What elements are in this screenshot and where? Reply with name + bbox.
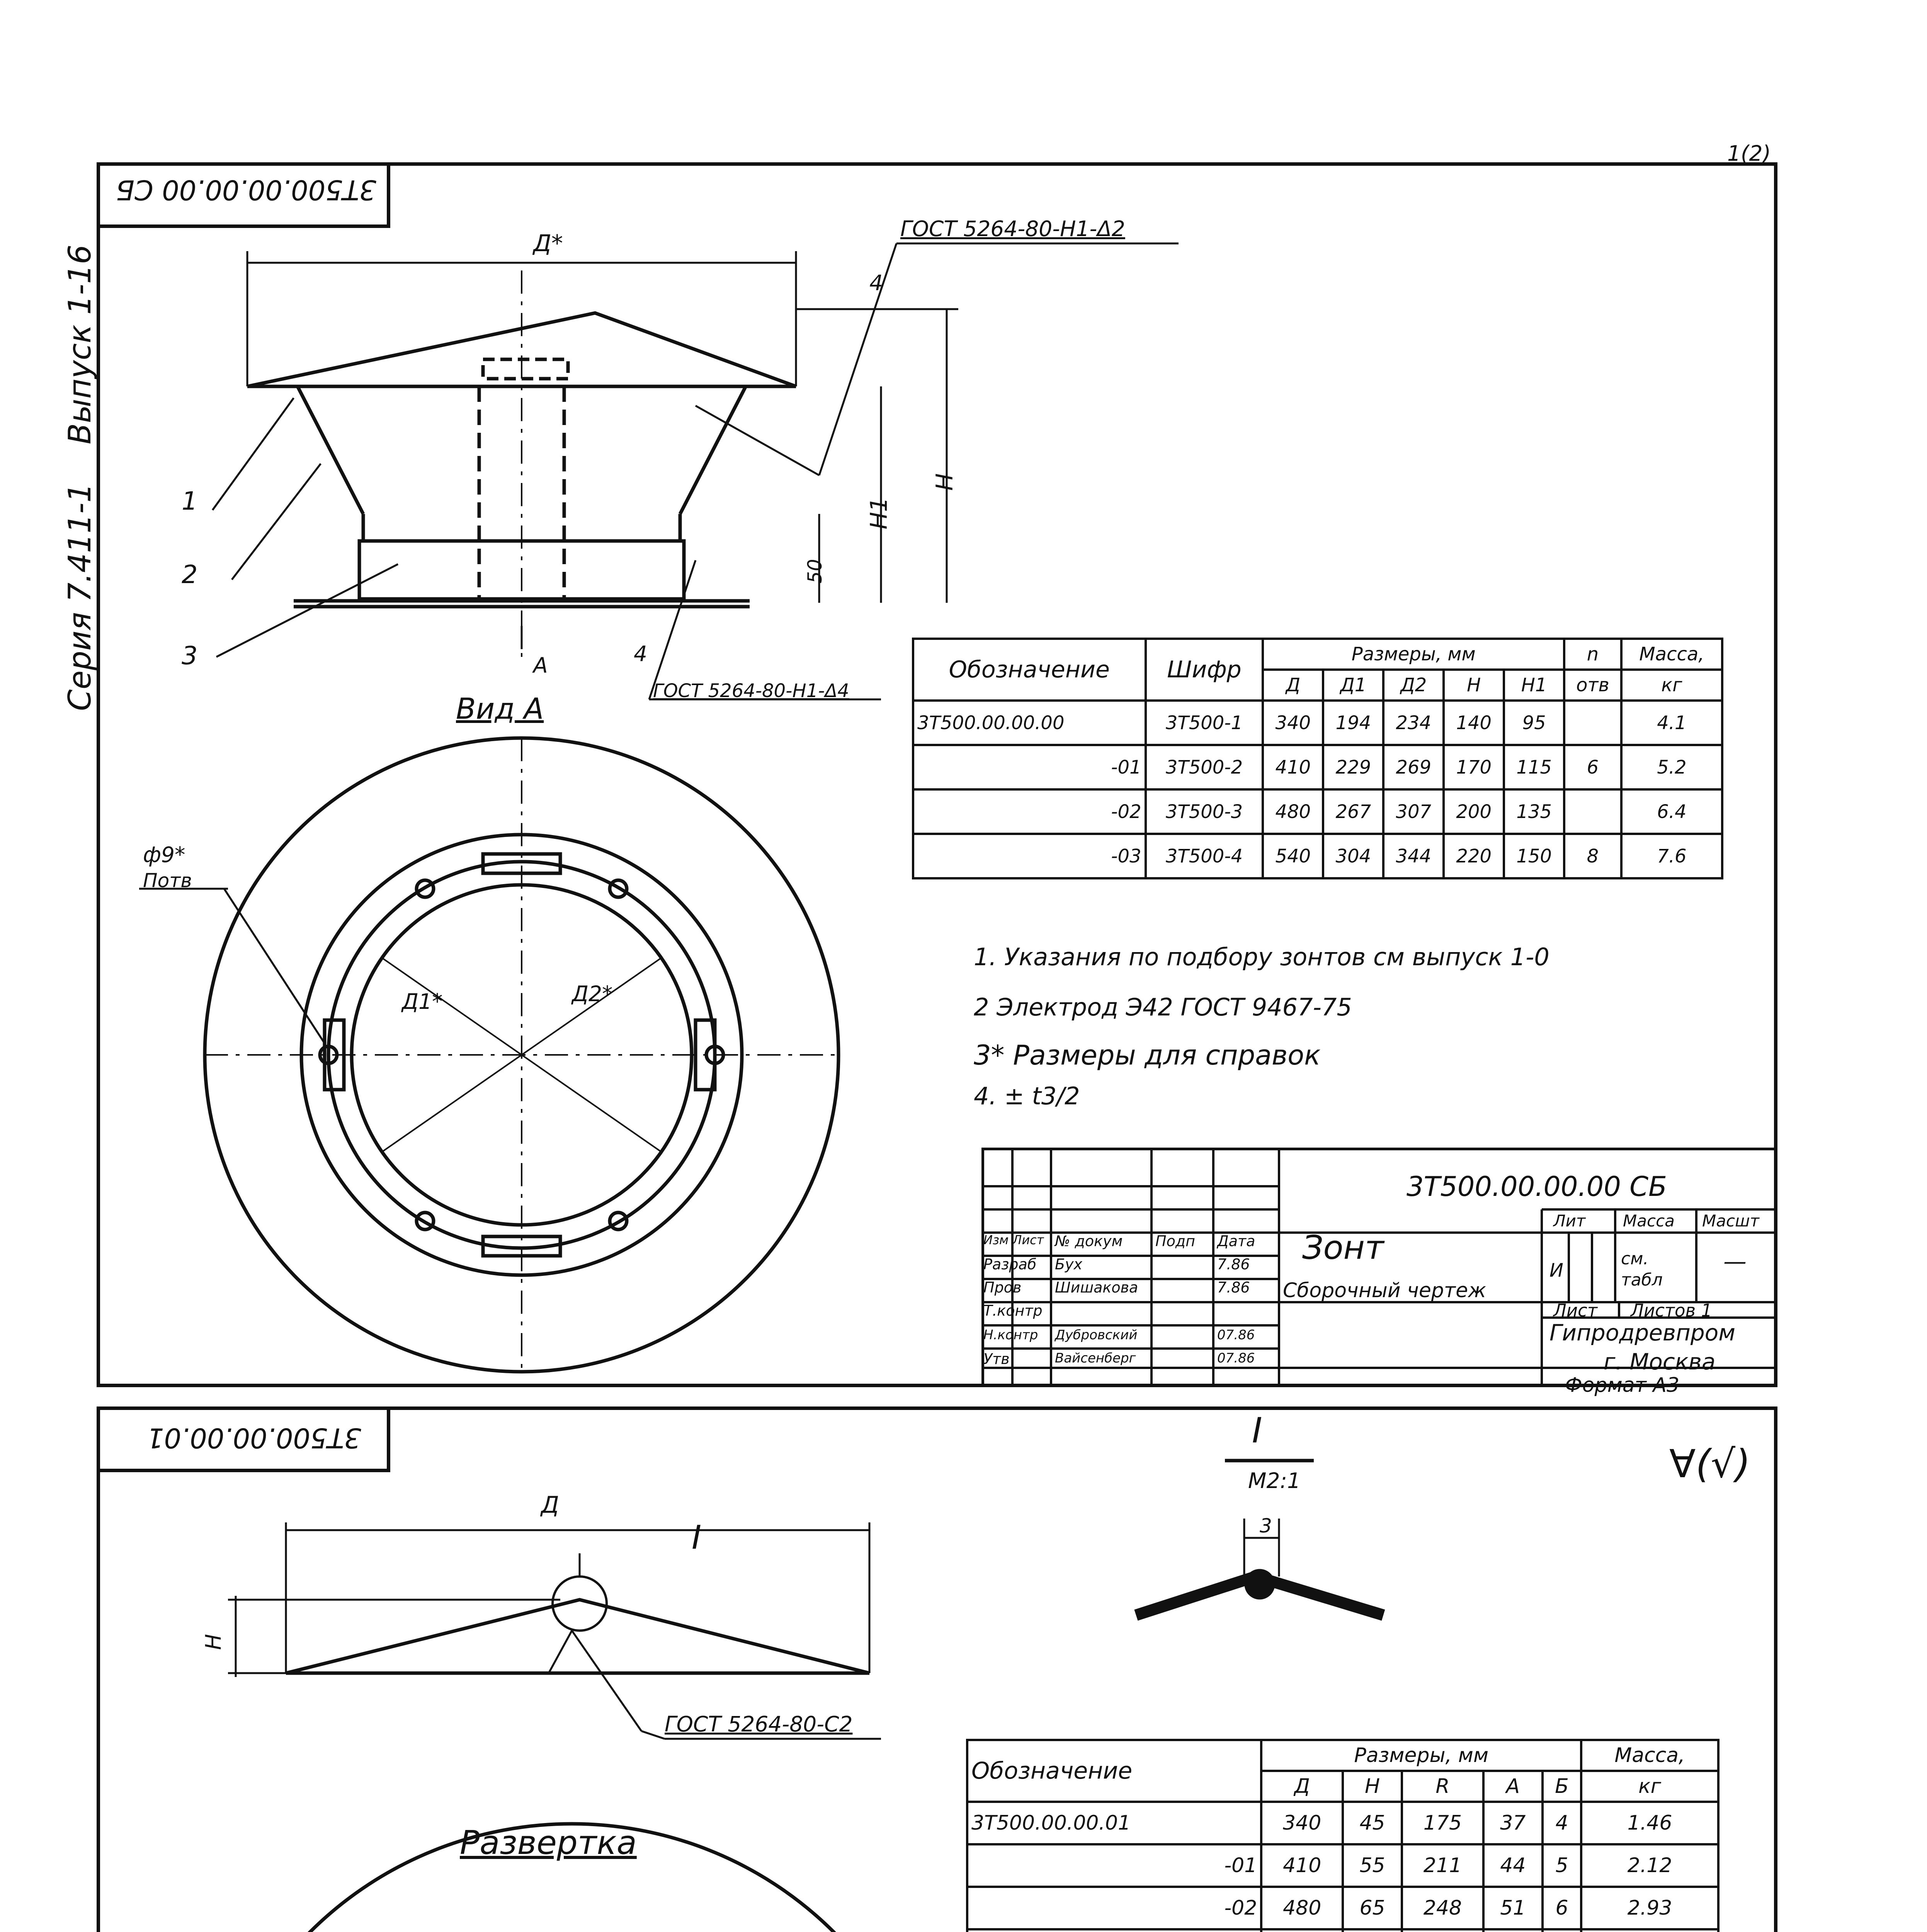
th-mass: Масса, (1621, 639, 1722, 670)
th-n2: отв (1564, 670, 1621, 701)
detail-dim-3: 3 (1260, 1515, 1272, 1537)
sheet1-note-4: 4. ± t3/2 (974, 1082, 1080, 1110)
cell-d1: 304 (1323, 834, 1383, 878)
cell-r: 211 (1402, 1844, 1483, 1887)
th-d1: Д1 (1323, 670, 1383, 701)
cell-designation: 3Т500.00.00.00 (913, 701, 1146, 745)
cell-mass (1581, 1929, 1718, 1932)
cell-r: 248 (1402, 1887, 1483, 1929)
th2-sizes: Размеры, мм (1261, 1740, 1581, 1771)
sheet1-tb-role-0: Изм Лист (983, 1233, 1044, 1247)
table-row (967, 1929, 1718, 1932)
sheet1-tb-date-2: 7.86 (1217, 1279, 1250, 1296)
dim-d1-label: Д1* (402, 989, 443, 1014)
cell-designation: -02 (913, 789, 1146, 834)
th-sizes: Размеры, мм (1263, 639, 1564, 670)
pos-2-label: 2 (182, 560, 198, 589)
cell-code: 3Т500-2 (1146, 745, 1263, 789)
cell-d: 540 (1263, 834, 1323, 878)
table-row (967, 1887, 1718, 1929)
pos-4-label-top: 4 (869, 270, 883, 295)
sheet1-tb-subname: Сборочный чертеж (1283, 1279, 1486, 1302)
sheet1-tb-scale-h: Масшт (1702, 1211, 1759, 1230)
th2-r: R (1402, 1771, 1483, 1802)
cell-n (1564, 789, 1621, 834)
sheet1-tb-date-5: 07.86 (1217, 1350, 1255, 1366)
cell-designation: 3Т500.00.00.01 (967, 1802, 1261, 1844)
sheet1-tb-sheet-h: Лист (1553, 1300, 1598, 1321)
cell-b: 5 (1543, 1844, 1581, 1887)
sheet1-tb-role-5: Утв (983, 1350, 1010, 1367)
cell-code: 3Т500-4 (1146, 834, 1263, 878)
cell-d: 410 (1263, 745, 1323, 789)
table-row (913, 834, 1722, 878)
th-h1: Н1 (1504, 670, 1564, 701)
th2-h: Н (1343, 1771, 1402, 1802)
th2-a: А (1483, 1771, 1543, 1802)
sheet1-tb-role-3: Т.контр (983, 1302, 1043, 1319)
pos-1-label: 1 (182, 487, 198, 516)
cell-code: 3Т500-1 (1146, 701, 1263, 745)
cell-d: 480 (1263, 789, 1323, 834)
sheet1-tb-name-0: № докум (1055, 1233, 1123, 1250)
side-series: Серия 7.411-1 (62, 483, 98, 711)
cell-h1: 115 (1504, 745, 1564, 789)
th-d2: Д2 (1383, 670, 1444, 701)
cell-h: 140 (1444, 701, 1504, 745)
th2-b: Б (1543, 1771, 1581, 1802)
cell-d: 340 (1263, 701, 1323, 745)
sheet1-tb-name-4: Дубровский (1055, 1327, 1138, 1343)
sheet1-tb-name-2: Шишакова (1055, 1279, 1138, 1296)
cell-designation: -02 (967, 1887, 1261, 1929)
cell-r (1402, 1929, 1483, 1932)
sheet1-tb-code: 3Т500.00.00.00 СБ (1407, 1171, 1667, 1202)
cell-h: 170 (1444, 745, 1504, 789)
sheet1-tb-date-4: 07.86 (1217, 1327, 1255, 1343)
sheet1-tb-sheets-h: Листов 1 (1631, 1300, 1713, 1321)
cell-mass: 2.12 (1581, 1844, 1718, 1887)
sheet1-spec-table (912, 638, 1723, 879)
hole-dia-label: ф9* (143, 842, 185, 867)
cell-h1: 95 (1504, 701, 1564, 745)
cell-n: 6 (1564, 745, 1621, 789)
cell-designation: -03 (913, 834, 1146, 878)
pos-3-label: 3 (182, 641, 198, 670)
cell-d: 410 (1261, 1844, 1343, 1887)
cell-h (1343, 1929, 1402, 1932)
sheet1-note-3: 3* Размеры для справок (974, 1039, 1321, 1071)
roughness-symbol: ∀(√) (1669, 1441, 1751, 1486)
sheet2-spec-table (966, 1739, 1720, 1932)
cell-mass: 7.6 (1621, 834, 1722, 878)
dim-50-label: 50 (804, 559, 826, 583)
gost-weld-label-bottom: ГОСТ 5264-80-Н1-Δ4 (653, 680, 849, 702)
cell-h1: 135 (1504, 789, 1564, 834)
cell-d: 480 (1261, 1887, 1343, 1929)
detail-mark: I (1252, 1410, 1262, 1451)
th2-d: Д (1261, 1771, 1343, 1802)
cell-a: 37 (1483, 1802, 1543, 1844)
th2-designation: Обозначение (967, 1740, 1261, 1802)
dim-h-label: Н (931, 473, 958, 491)
cell-a: 51 (1483, 1887, 1543, 1929)
sheet1-tb-name: Зонт (1302, 1229, 1384, 1267)
cell-d2: 269 (1383, 745, 1444, 789)
sheet1-tb-scale-v: — (1723, 1248, 1747, 1275)
cell-n (1564, 701, 1621, 745)
th-designation: Обозначение (913, 639, 1146, 701)
cell-b (1543, 1929, 1581, 1932)
th-code: Шифр (1146, 639, 1263, 701)
cell-h: 55 (1343, 1844, 1402, 1887)
sheet2-dim-h-label: Н (201, 1634, 226, 1650)
th2-mass: Масса, (1581, 1740, 1718, 1771)
sheet1-tb-sign-0: Подп (1155, 1233, 1195, 1250)
cell-mass: 5.2 (1621, 745, 1722, 789)
sheet1-tb-name-5: Вайсенберг (1055, 1350, 1136, 1366)
cell-n: 8 (1564, 834, 1621, 878)
detail-scale: М2:1 (1248, 1468, 1301, 1493)
sheet2-mark-i: I (692, 1519, 702, 1557)
sheet1-note-1: 1. Указания по подбору зонтов см выпуск 1-0 (974, 943, 1549, 971)
sheet1-tb-role-1: Разраб (983, 1256, 1037, 1273)
sheet2-corner-stamp: 3Т500.00.00.01 (147, 1422, 361, 1454)
cell-mass: 4.1 (1621, 701, 1722, 745)
th-mass2: кг (1621, 670, 1722, 701)
sheet1-tb-mass-h: Масса (1623, 1211, 1675, 1230)
development-title: Развертка (460, 1824, 637, 1862)
cell-b: 6 (1543, 1887, 1581, 1929)
dim-h1-label: Н1 (866, 497, 893, 529)
sheet1-tb-org: Гипродревпром (1549, 1320, 1735, 1346)
view-a-title: Вид А (456, 692, 544, 726)
cell-b: 4 (1543, 1802, 1581, 1844)
th-h: Н (1444, 670, 1504, 701)
sheet1-tb-lit-v: И (1549, 1260, 1563, 1281)
sheet2-gost-label: ГОСТ 5264-80-С2 (665, 1712, 853, 1736)
sheet1-tb-date-1: 7.86 (1217, 1256, 1250, 1273)
cell-d2: 234 (1383, 701, 1444, 745)
th-n: n (1564, 639, 1621, 670)
cell-r: 175 (1402, 1802, 1483, 1844)
arrow-a-label: А (533, 653, 548, 678)
sheet2-dim-d-label: Д (541, 1492, 559, 1519)
sheet1-number: 1(2) (1727, 141, 1771, 166)
hole-count-label: Потв (143, 869, 192, 892)
pos-4-label-bottom: 4 (634, 641, 647, 666)
cell-designation (967, 1929, 1261, 1932)
sheet1-tb-mass-v: см. табл (1621, 1249, 1663, 1290)
sheet1-tb-city: г. Москва (1604, 1349, 1716, 1375)
sheet1-tb-name-1: Бух (1055, 1256, 1083, 1273)
dim-d2-label: Д2* (572, 981, 613, 1006)
sheet1-tb-lit-h: Лит (1553, 1211, 1586, 1230)
cell-designation: -01 (913, 745, 1146, 789)
sheet1-corner-stamp: 3Т500.00.00.00 СБ (116, 174, 377, 206)
cell-mass: 2.93 (1581, 1887, 1718, 1929)
cell-h: 45 (1343, 1802, 1402, 1844)
sheet1-tb-role-2: Пров (983, 1279, 1022, 1296)
cell-mass: 1.46 (1581, 1802, 1718, 1844)
table-row (913, 701, 1722, 745)
sheet1-note-2: 2 Электрод Э42 ГОСТ 9467-75 (974, 993, 1352, 1021)
cell-mass: 6.4 (1621, 789, 1722, 834)
sheet1-tb-format: Формат А3 (1565, 1374, 1680, 1397)
cell-d2: 344 (1383, 834, 1444, 878)
cell-h: 65 (1343, 1887, 1402, 1929)
cell-d1: 194 (1323, 701, 1383, 745)
table-row (913, 789, 1722, 834)
sheet1-tb-role-4: Н.контр (983, 1327, 1038, 1343)
dim-d-label: Д* (533, 230, 563, 257)
table-row (913, 745, 1722, 789)
cell-h: 220 (1444, 834, 1504, 878)
cell-h: 200 (1444, 789, 1504, 834)
cell-d (1261, 1929, 1343, 1932)
cell-d2: 307 (1383, 789, 1444, 834)
gost-weld-label-top: ГОСТ 5264-80-Н1-Δ2 (900, 216, 1125, 241)
th2-mass2: кг (1581, 1771, 1718, 1802)
cell-code: 3Т500-3 (1146, 789, 1263, 834)
table-row (967, 1844, 1718, 1887)
cell-h1: 150 (1504, 834, 1564, 878)
side-issue: Выпуск 1-16 (62, 245, 98, 444)
cell-a: 44 (1483, 1844, 1543, 1887)
sheet1-tb-date-0: Дата (1217, 1233, 1255, 1250)
cell-d1: 229 (1323, 745, 1383, 789)
th-d: Д (1263, 670, 1323, 701)
cell-a (1483, 1929, 1543, 1932)
cell-d: 340 (1261, 1802, 1343, 1844)
table-row (967, 1802, 1718, 1844)
cell-designation: -01 (967, 1844, 1261, 1887)
cell-d1: 267 (1323, 789, 1383, 834)
